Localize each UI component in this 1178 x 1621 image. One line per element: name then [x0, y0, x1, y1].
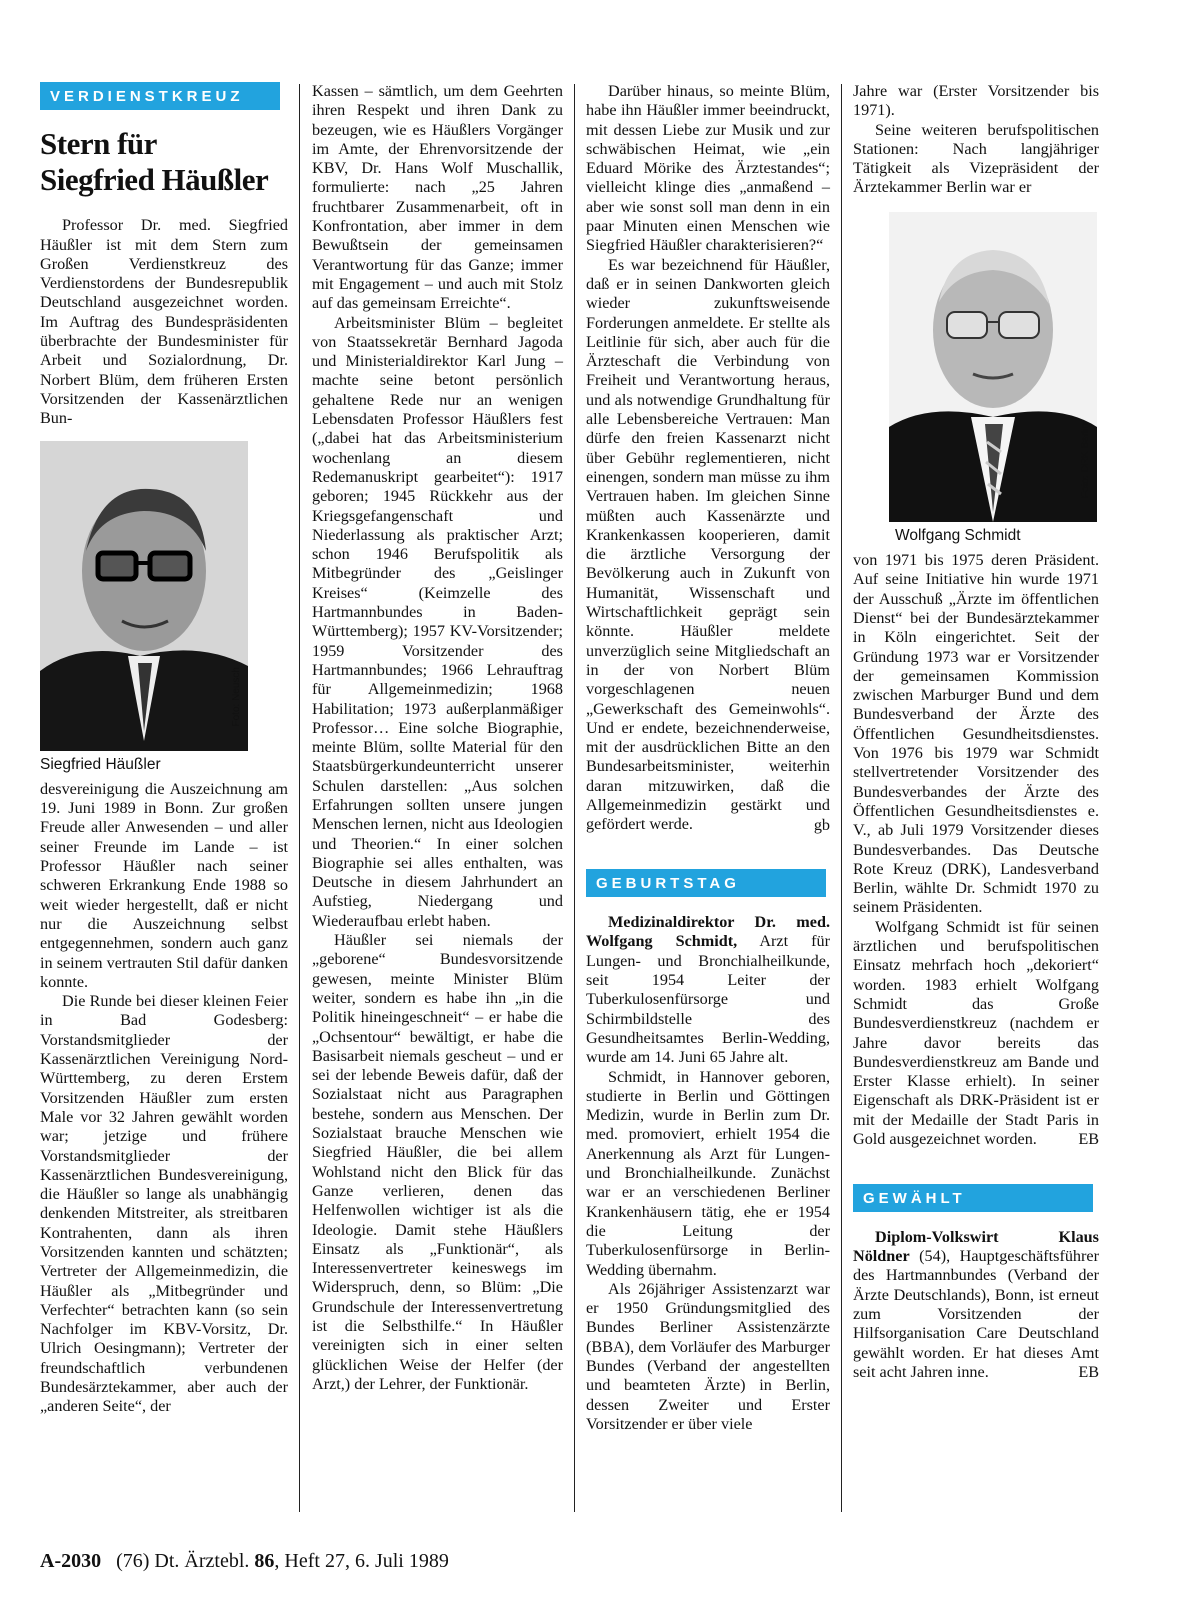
column-4	[853, 82, 1099, 1383]
author-signature: EB	[1078, 1130, 1099, 1149]
paragraph: Es war bezeichnend für Häußler, daß er in seinen Dankworten gleich wieder zukunftsweisende Forderungen anmeldete. Er stellte als Leitlinie für sich, aber auch für die Ärzteschaft die Verbindung von Freiheit und Verantwortung heraus, und als notwendige Grundhaltung für alle Lebensbereiche Vertrauen: Man dürfe den freien Kassenarzt nicht über Gebühr reglementieren, nicht einengen, sondern man müsse zu ihm Vertrauen haben. Im gleichen Sinne müßten auch Kassenärzte und Krankenkassen kooperieren, damit die ärztliche Versorgung der Bevölkerung auch in Zukunft von Humanität, Wissenschaft und Wirtschaftlichkeit geprägt sein könnte. Häußler meldete unverzüglich seine Mitgliedschaft an in der von Norbert Blüm vorgeschlagenen neuen „Gewerkschaft des Gemeinwohls“. Und er endete, bezeichnenderweise, mit der ausdrücklichen Bitte an den Bundesarbeitsminister, weiterhin daran mitzuwirken, daß die Allgemeinmedizin gestärkt und gefördert werde.	[586, 255, 830, 834]
paragraph: Darüber hinaus, so meinte Blüm, habe ihn Häußler immer beeindruckt, mit dessen Liebe zur Musik und zur schwäbischen Heimat, wie „ein Eduard Mörike des Ärztestandes“; vielleicht klinge dies „anmaßend – aber wie sonst soll man denn in ein paar Minuten einen Menschen wie Siegfried Häußler charakterisieren?“	[586, 82, 830, 255]
paragraph: von 1971 bis 1975 deren Präsident. Auf seine Initiative hin wurde 1971 der Ausschuß „Ärzte im öffentlichen Dienst“ bei der Bundesärztekammer in Köln eingerichtet. Seit der Gründung 1973 war er Vorsitzender der gemeinsamen Kommission zwischen Marburger Bund und dem Bundesverband der Ärzte des Öffentlichen Gesundheitsdienstes. Von 1976 bis 1979 war Schmidt stellvertretender Vorsitzender des Bundesverbandes der Ärzte des Öffentlichen Gesundheitsdienstes e. V., ab Juli 1979 Vorsitzender dieses Bundesverbandes. Das Deutsche Rote Kreuz (DRK), Landesverband Berlin, wählte Dr. Schmidt 1970 zu seinem Präsidenten.	[853, 551, 1099, 917]
column-rule	[299, 84, 300, 1512]
paragraph: Seine weiteren berufspolitischen Stationen: Nach langjähriger Tätigkeit als Vizepräsident der Ärztekammer Berlin war er	[853, 120, 1099, 197]
photo-caption: Wolfgang Schmidt	[895, 526, 1021, 544]
paragraph: Die Runde bei dieser kleinen Feier in Bad Godesberg: Vorstandsmitglieder der Kassenärztlichen Vereinigung Nord-Württemberg, zu deren Erstem Vorsitzenden Häußler zum ersten Male vor 32 Jahren gewählt worden war; jetzige und frühere Vorstandsmitglieder der Kassenärztlichen Bundesvereinigung, die Häußler so lange als unabhängig denkenden Mitstreiter, als streitbaren Kontrahenten, dann als ihren Vorsitzenden kannten und schätzten; Vertreter der Allgemeinmedizin, die Häußler als „Mitbegründer und Verfechter“ betrachten kann (so sein Nachfolger im KBV-Vorsitz, Dr. Ulrich Oesingmann); Vertreter der freundschaftlich verbundenen Bundesärztekammer, aber auch der „anderen Seite“, der	[40, 992, 288, 1416]
column-rule	[574, 84, 575, 1512]
lead-name: Medizinaldirektor Dr. med. Wolfgang Schmidt,	[586, 913, 830, 951]
section-kicker: GEWÄHLT	[853, 1184, 1093, 1212]
portrait-image	[40, 441, 248, 751]
portrait-photo-schmidt	[889, 212, 1097, 522]
photo-caption: Siegfried Häußler	[40, 755, 161, 773]
paragraph	[586, 913, 830, 1067]
portrait-image	[889, 212, 1097, 522]
lead-name: Diplom-Volkswirt Klaus Nöldner	[853, 1227, 1099, 1266]
section-kicker: GEBURTSTAG	[586, 869, 826, 897]
paragraph: Professor Dr. med. Siegfried Häußler ist mit dem Stern zum Großen Verdienstkreuz des Verdienstordens der Bundesrepublik Deutschland ausgezeichnet worden. Im Auftrag des Bundespräsidenten überbrachte der Bundesminister für Arbeit und Sozialordnung, Dr. Norbert Blüm, dem früheren Ersten Vorsitzenden der Kassenärztlichen Bun-	[40, 216, 288, 428]
paragraph: Wolfgang Schmidt ist für seinen ärztlichen und berufspolitischen Einsatz mehrfach hoch „dekoriert“ worden. 1983 erhielt Wolfgang Schmidt das Große Bundesverdienstkreuz (nachdem er Jahre davor bereits das Bundesverdienstkreuz am Bande und Erster Klasse erhielt). In seiner Eigenschaft als DRK-Präsident ist er mit der Medaille der Stadt Paris in Gold ausgezeichnet worden.	[853, 917, 1099, 1148]
section-kicker: VERDIENSTKREUZ	[40, 82, 280, 110]
photo-credit: Foto: Neusch	[230, 667, 242, 727]
headline	[40, 126, 288, 198]
paragraph: Arbeitsminister Blüm – begleitet von Staatssekretär Bernhard Jagoda und Ministerialdirektor Karl Jung – machte seine betont persönlich gehaltene Rede nur an wenigen Lebensdaten Professor Häußlers fest („dabei hat das Arbeitsministerium wochenlang an diesem Redemanuskript gearbeitet“): 1917 geboren; 1945 Rückkehr aus der Kriegsgefangenschaft und Niederlassung als praktischer Arzt; schon 1946 Berufspolitik als Mitbegründer des „Geislinger Kreises“ (Keimzelle des Hartmannbundes in Baden-Württemberg); 1957 KV-Vorsitzender; 1959 Vorsitzender des Hartmannbundes; 1966 Lehrauftrag für Allgemeinmedizin; 1968 Habilitation; 1973 außerplanmäßiger Professor… Eine solche Biographie, meinte Blüm, sollte Material für den Staatsbürgerkundeunterricht unserer Schulen darstellen: „Aus solchen Erfahrungen sollten unsere jungen Menschen lernen, nicht aus Ideologien und Theorien.“ In einer solchen Biographie sei alles enthalten, was Deutsche in diesem Jahrhundert an Aufstieg, Niedergang und Wiederaufbau erlebt haben.	[312, 313, 563, 930]
headline-line: Siegfried Häußler	[40, 162, 269, 198]
journal-citation: (76) Dt. Ärztebl.	[116, 1550, 255, 1572]
paragraph: Kassen – sämtlich, um dem Geehrten ihren Respekt und ihren Dank zu bezeugen, wie es Häußlers Vorgänger im Amte, der Ehrenvorsitzende der KBV, Dr. Hans Wolf Muschallik, formulierte: nach „25 Jahren fruchtbarer Zusammenarbeit, oft in Konfrontation, aber immer in dem Bewußtsein der gemeinsamen Verantwortung für das Ganze; immer mit Engagement – und auch mit Stolz auf das gemeinsam Erreichte“.	[312, 82, 563, 313]
portrait-photo-haeussler	[40, 441, 248, 751]
column-rule	[841, 84, 842, 1512]
headline-line: Stern für	[40, 126, 157, 162]
paragraph: desvereinigung die Auszeichnung am 19. Juni 1989 in Bonn. Zur großen Freude aller Anwesenden – und aller seiner Freunde im Lande – ist Professor Häußler nach seiner schweren Erkrankung Ende 1988 so weit wieder hergestellt, daß er nicht nur die Auszeichnung selbst entgegennehmen, sondern auch ganz in seinem vertrauten Stil dafür danken konnte.	[40, 779, 288, 991]
photo-credit: Foto: DRK Berlin	[1079, 422, 1091, 498]
page-footer	[40, 1550, 449, 1573]
author-signature: gb	[813, 815, 830, 834]
paragraph: Schmidt, in Hannover geboren, studierte in Berlin und Göttingen Medizin, wurde in Berlin zum Dr. med. promoviert, erhielt 1954 die Anerkennung als Arzt für Lungen- und Bronchialheilkunde. Zunächst war er an verschiedenen Berliner Krankenhäusern tätig, ehe er 1954 die Leitung der Tuberkulosenfürsorge in Berlin-Wedding übernahm.	[586, 1067, 830, 1279]
paragraph: Als 26jähriger Assistenzarzt war er 1950 Gründungsmitglied des Bundes Berliner Assistenzärzte (BBA), dem Vorläufer des Marburger Bundes (Verband der angestellten und beamteten Ärzte) in Berlin, dessen Zweiter und Erster Vorsitzender er über viele	[586, 1279, 830, 1433]
paragraph-text: (54), Hauptgeschäftsführer des Hartmannbundes (Verband der Ärzte Deutschlands), Bonn, ist erneut zum Vorsitzenden der Hilfsorganisation Care Deutschland gewählt worden. Er hat dieses Amt seit acht Jahren inne.	[853, 1247, 1099, 1381]
column-3	[586, 82, 830, 1434]
paragraph	[853, 1228, 1099, 1382]
paragraph-text: Arzt für Lungen- und Bronchialheilkunde, seit 1954 Leiter der Tuberkulosenfürsorge und Schirmbildstelle des Gesundheitsamtes Berlin-Wedding, wurde am 14. Juni 65 Jahre alt.	[586, 932, 830, 1067]
paragraph: Häußler sei niemals der „geborene“ Bundesvorsitzende gewesen, meinte Minister Blüm weiter, sondern es habe ihn „in die Politik hineingeschneit“ – er habe die „Ochsentour“ bewältigt, er habe die Basisarbeit niemals gescheut – und er sei der lebende Beweis dafür, daß der Sozialstaat nicht aus Paragraphen bestehe, sondern aus Menschen. Der Sozialstaat brauche Menschen wie Siegfried Häußler, die bei allem Wohlstand nicht den Blick für das Ganze verlieren, denen das Helfenwollen wichtiger ist als die Ideologie. Damit stehe Häußlers Einsatz als „Funktionär“, als Interessenvertreter keineswegs im Widerspruch, denn, so Blüm: „Die Grundschule der Interessenvertretung ist die Selbsthilfe.“ In Häußler vereinigten sich in einer selten glücklichen Weise der Helfer (der Arzt,) der Lehrer, der Funktionär.	[312, 931, 563, 1393]
journal-volume: 86	[254, 1550, 275, 1572]
author-signature: EB	[1078, 1363, 1099, 1382]
column-1	[40, 82, 288, 1417]
journal-issue: , Heft 27, 6. Juli 1989	[274, 1550, 449, 1572]
page-number: A-2030	[40, 1550, 102, 1572]
paragraph: Jahre war (Erster Vorsitzender bis 1971).	[853, 82, 1099, 120]
column-2	[312, 82, 563, 1394]
